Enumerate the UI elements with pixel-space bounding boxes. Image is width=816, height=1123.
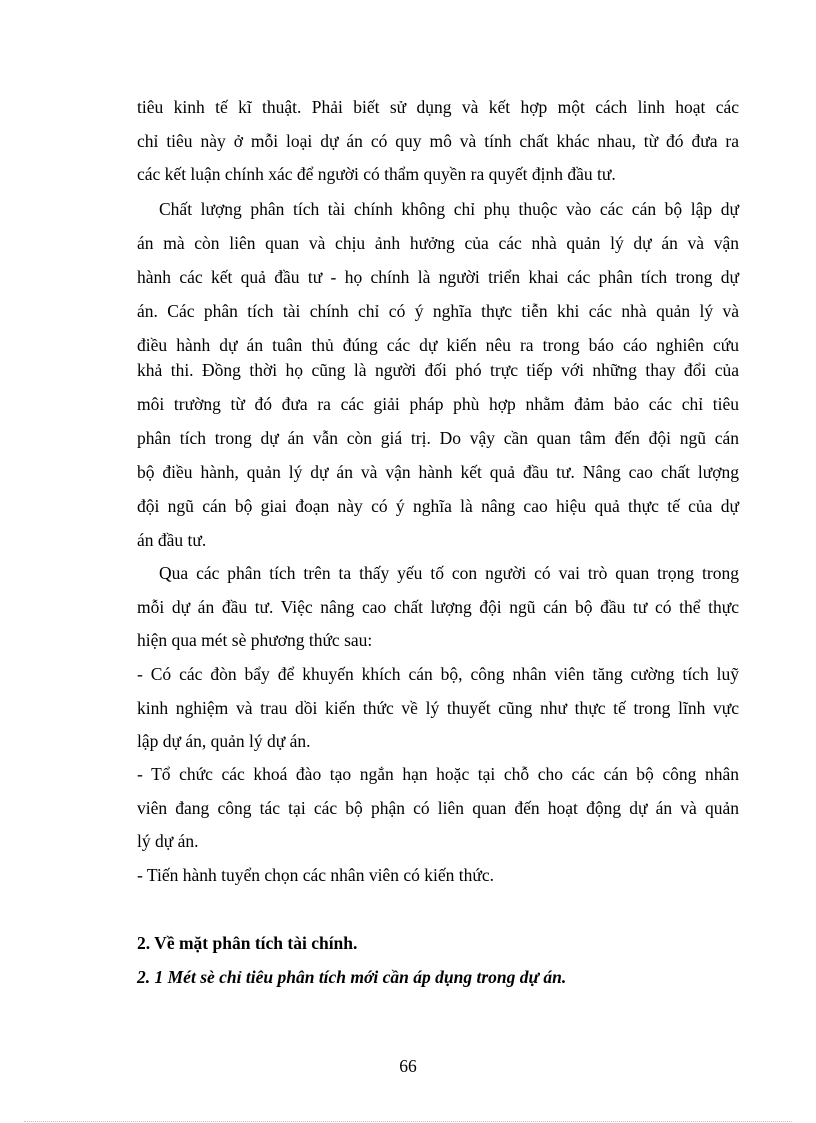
section-heading: 2. Về mặt phân tích tài chính. — [137, 933, 358, 953]
paragraph-line: án. Các phân tích tài chính chỉ có ý nghĩa thực tiễn khi các nhà quản lý và — [137, 301, 739, 321]
paragraph-line: tiêu kinh tế kĩ thuật. Phải biết sử dụng và kết hợp một cách linh hoạt các — [137, 97, 739, 117]
paragraph-line: chỉ tiêu này ở mỗi loại dự án có quy mô và tính chất khác nhau, từ đó đưa ra — [137, 131, 739, 151]
paragraph-line: điều hành dự án tuân thủ đúng các dự kiến nêu ra trong báo cáo nghiên cứu — [137, 335, 739, 355]
paragraph-line: án mà còn liên quan và chịu ảnh hưởng của các nhà quản lý dự án và vận — [137, 233, 739, 253]
bullet-line: kinh nghiệm và trau dồi kiến thức về lý thuyết cũng như thực tế trong lĩnh vực — [137, 698, 739, 718]
paragraph-line: bộ điều hành, quản lý dự án và vận hành kết quả đầu tư. Nâng cao chất lượng — [137, 462, 739, 482]
footer-divider — [24, 1121, 792, 1122]
bullet-line: viên đang công tác tại các bộ phận có liên quan đến hoạt động dự án và quản — [137, 798, 739, 818]
page-number: 66 — [399, 1056, 417, 1076]
paragraph-line: các kết luận chính xác để người có thẩm quyền ra quyết định đầu tư. — [137, 164, 616, 184]
paragraph-line: phân tích trong dự án vẫn còn giá trị. Do vậy cần quan tâm đến đội ngũ cán — [137, 428, 739, 448]
paragraph-line: án đầu tư. — [137, 530, 207, 550]
paragraph-line: hành các kết quả đầu tư - họ chính là người triển khai các phân tích trong dự — [137, 267, 739, 287]
bullet-line: - Có các đòn bẩy để khuyến khích cán bộ, công nhân viên tăng cường tích luỹ — [137, 664, 739, 684]
bullet-line: - Tổ chức các khoá đào tạo ngắn hạn hoặc tại chỗ cho các cán bộ công nhân — [137, 764, 739, 784]
bullet-line: - Tiến hành tuyển chọn các nhân viên có kiến thức. — [137, 865, 494, 885]
paragraph-line: đội ngũ cán bộ giai đoạn này có ý nghĩa là nâng cao hiệu quả thực tế của dự — [137, 496, 739, 516]
subsection-heading: 2. 1 Mét sè chỉ tiêu phân tích mới cần áp dụng trong dự án. — [137, 967, 567, 987]
bullet-line: lập dự án, quản lý dự án. — [137, 731, 311, 751]
bullet-line: lý dự án. — [137, 831, 199, 851]
paragraph-line: môi trường từ đó đưa ra các giải pháp phù hợp nhằm đảm bảo các chỉ tiêu — [137, 394, 739, 414]
paragraph-line: Qua các phân tích trên ta thấy yếu tố con người có vai trò quan trọng trong — [159, 563, 739, 583]
paragraph-line: mỗi dự án đầu tư. Việc nâng cao chất lượng đội ngũ cán bộ đầu tư có thể thực — [137, 597, 739, 617]
paragraph-line: hiện qua mét sè phương thức sau: — [137, 630, 373, 650]
paragraph-line: Chất lượng phân tích tài chính không chỉ phụ thuộc vào các cán bộ lập dự — [159, 199, 739, 219]
paragraph-line: khả thi. Đồng thời họ cũng là người đối phó trực tiếp với những thay đổi của — [137, 360, 739, 380]
